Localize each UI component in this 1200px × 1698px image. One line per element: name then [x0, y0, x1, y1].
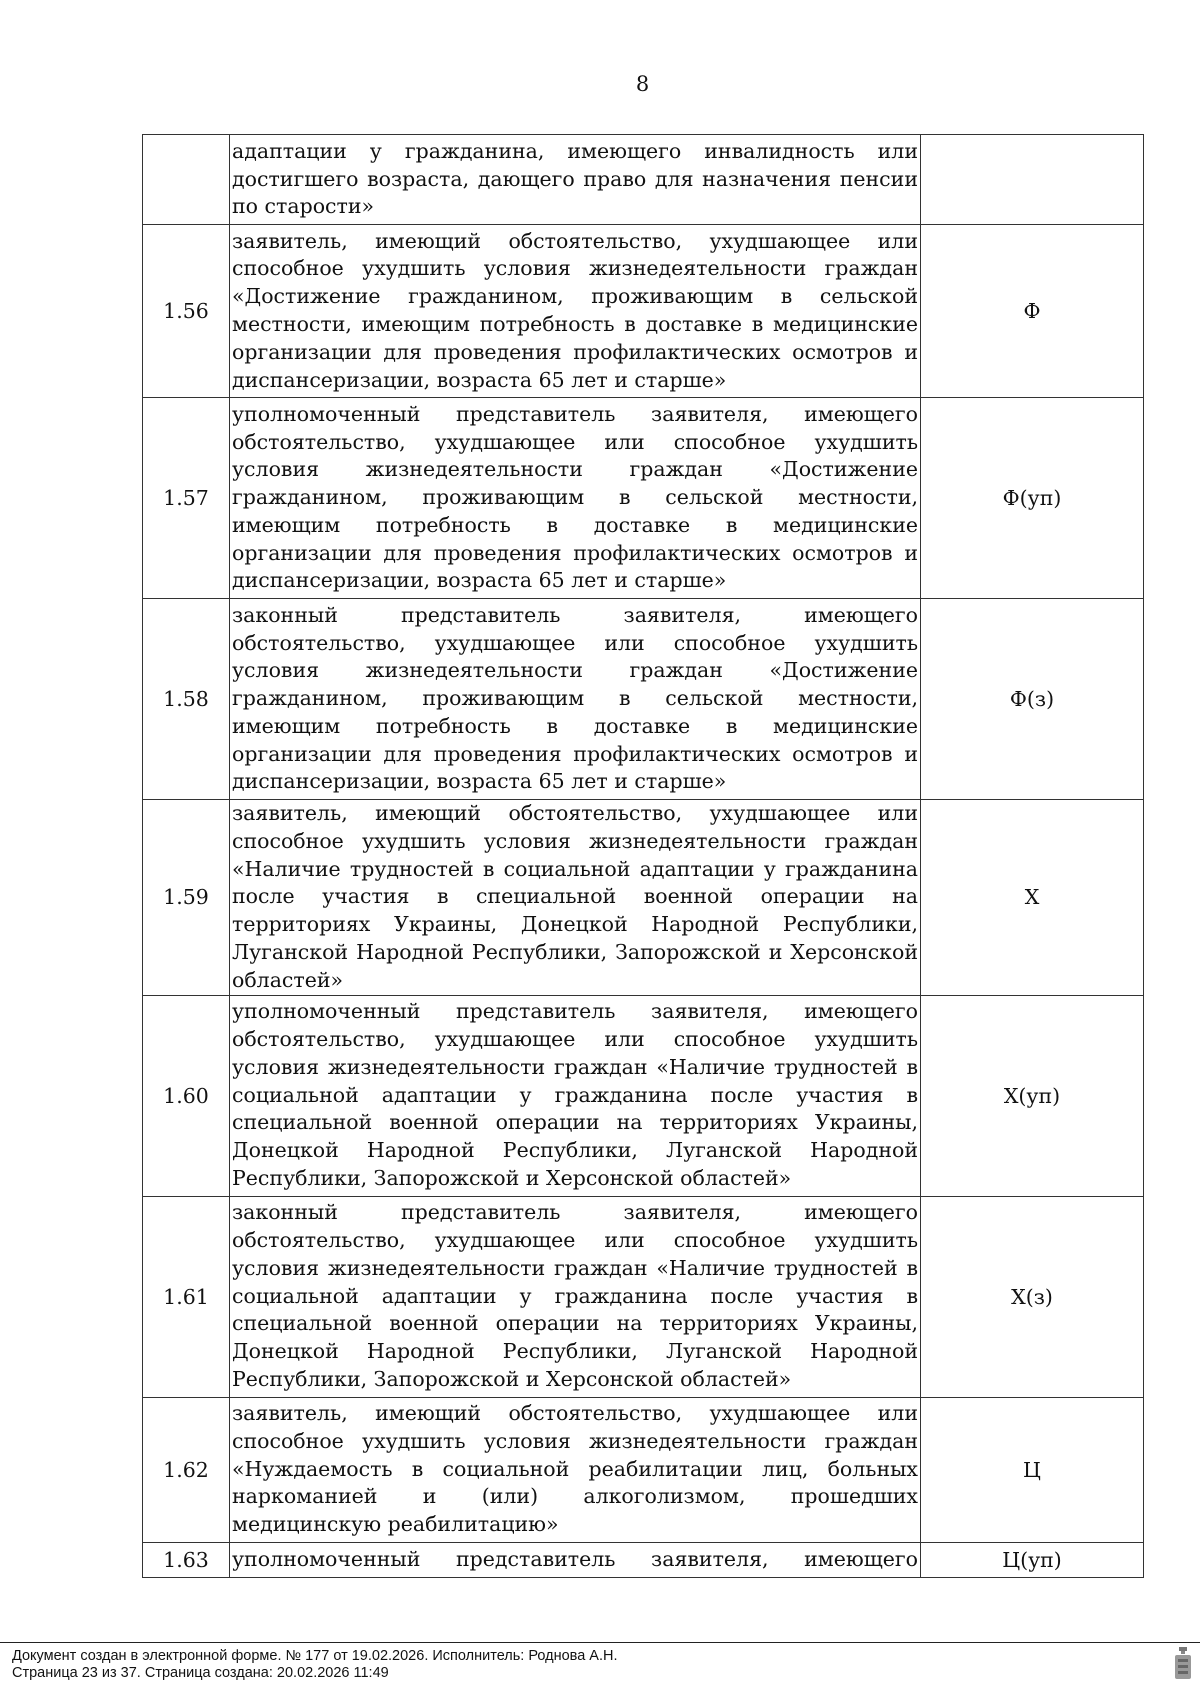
row-code	[921, 135, 1144, 225]
table-row	[143, 1196, 1144, 1397]
row-text: заявитель, имеющий обстоятельство, ухудшающее или способное ухудшить условия жизнедеятельности граждан «Нуждаемость в социальной реабилитации лиц, больных наркоманией и (или) алкоголизмом, прошедших медицинскую реабилитацию»	[230, 1397, 921, 1542]
row-code: Х	[921, 800, 1144, 996]
footer-document-info: Документ создан в электронной форме. № 177 от 19.02.2026. Исполнитель: Роднова А.Н.	[12, 1648, 618, 1664]
row-code: Ф(з)	[921, 599, 1144, 800]
table-row	[143, 1542, 1144, 1577]
table-row	[143, 398, 1144, 599]
row-code: Ц	[921, 1397, 1144, 1542]
table-row	[143, 225, 1144, 398]
page-number: 8	[635, 72, 650, 96]
row-text: заявитель, имеющий обстоятельство, ухудшающее или способное ухудшить условия жизнедеятельности граждан «Достижение гражданином, проживающим в сельской местности, имеющим потребность в доставке в медицинские организации для проведения профилактических осмотров и диспансеризации, возраста 65 лет и старше»	[230, 225, 921, 398]
coat-of-arms-icon	[1173, 1646, 1193, 1682]
row-number: 1.63	[143, 1542, 230, 1577]
row-code: Х(з)	[921, 1196, 1144, 1397]
row-number: 1.61	[143, 1196, 230, 1397]
document-table	[142, 134, 1144, 1578]
table-row	[143, 135, 1144, 225]
row-number: 1.56	[143, 225, 230, 398]
row-code: Ф(уп)	[921, 398, 1144, 599]
row-text: законный представитель заявителя, имеющего обстоятельство, ухудшающее или способное ухудшить условия жизнедеятельности граждан «Достижение гражданином, проживающим в сельской местности, имеющим потребность в доставке в медицинские организации для проведения профилактических осмотров и диспансеризации, возраста 65 лет и старше»	[230, 599, 921, 800]
row-text: законный представитель заявителя, имеющего обстоятельство, ухудшающее или способное ухудшить условия жизнедеятельности граждан «Наличие трудностей в социальной адаптации у гражданина после участия в специальной военной операции на территориях Украины, Донецкой Народной Республики, Луганской Народной Республики, Запорожской и Херсонской областей»	[230, 1196, 921, 1397]
row-number: 1.60	[143, 995, 230, 1196]
table-row	[143, 599, 1144, 800]
table-row	[143, 800, 1144, 996]
row-number	[143, 135, 230, 225]
footer-divider	[0, 1642, 1200, 1643]
table-row	[143, 1397, 1144, 1542]
table-row	[143, 995, 1144, 1196]
footer-page-info: Страница 23 из 37. Страница создана: 20.02.2026 11:49	[12, 1664, 389, 1681]
row-text: уполномоченный представитель заявителя, имеющего обстоятельство, ухудшающее или способное ухудшить условия жизнедеятельности граждан «Наличие трудностей в социальной адаптации у гражданина после участия в специальной военной операции на территориях Украины, Донецкой Народной Республики, Луганской Народной Республики, Запорожской и Херсонской областей»	[230, 995, 921, 1196]
row-number: 1.58	[143, 599, 230, 800]
row-text: заявитель, имеющий обстоятельство, ухудшающее или способное ухудшить условия жизнедеятельности граждан «Наличие трудностей в социальной адаптации у гражданина после участия в специальной военной операции на территориях Украины, Донецкой Народной Республики, Луганской Народной Республики, Запорожской и Херсонской областей»	[230, 800, 921, 996]
row-number: 1.62	[143, 1397, 230, 1542]
row-code: Ф	[921, 225, 1144, 398]
document-footer	[12, 1648, 618, 1681]
row-code: Х(уп)	[921, 995, 1144, 1196]
row-number: 1.57	[143, 398, 230, 599]
row-number: 1.59	[143, 800, 230, 996]
row-code: Ц(уп)	[921, 1542, 1144, 1577]
row-text: адаптации у гражданина, имеющего инвалидность или достигшего возраста, дающего право для назначения пенсии по старости»	[230, 135, 921, 225]
row-text: уполномоченный представитель заявителя, имеющего обстоятельство, ухудшающее или способное ухудшить условия жизнедеятельности граждан «Достижение гражданином, проживающим в сельской местности, имеющим потребность в доставке в медицинские организации для проведения профилактических осмотров и диспансеризации, возраста 65 лет и старше»	[230, 398, 921, 599]
row-text: уполномоченный представитель заявителя, имеющего	[230, 1542, 921, 1577]
